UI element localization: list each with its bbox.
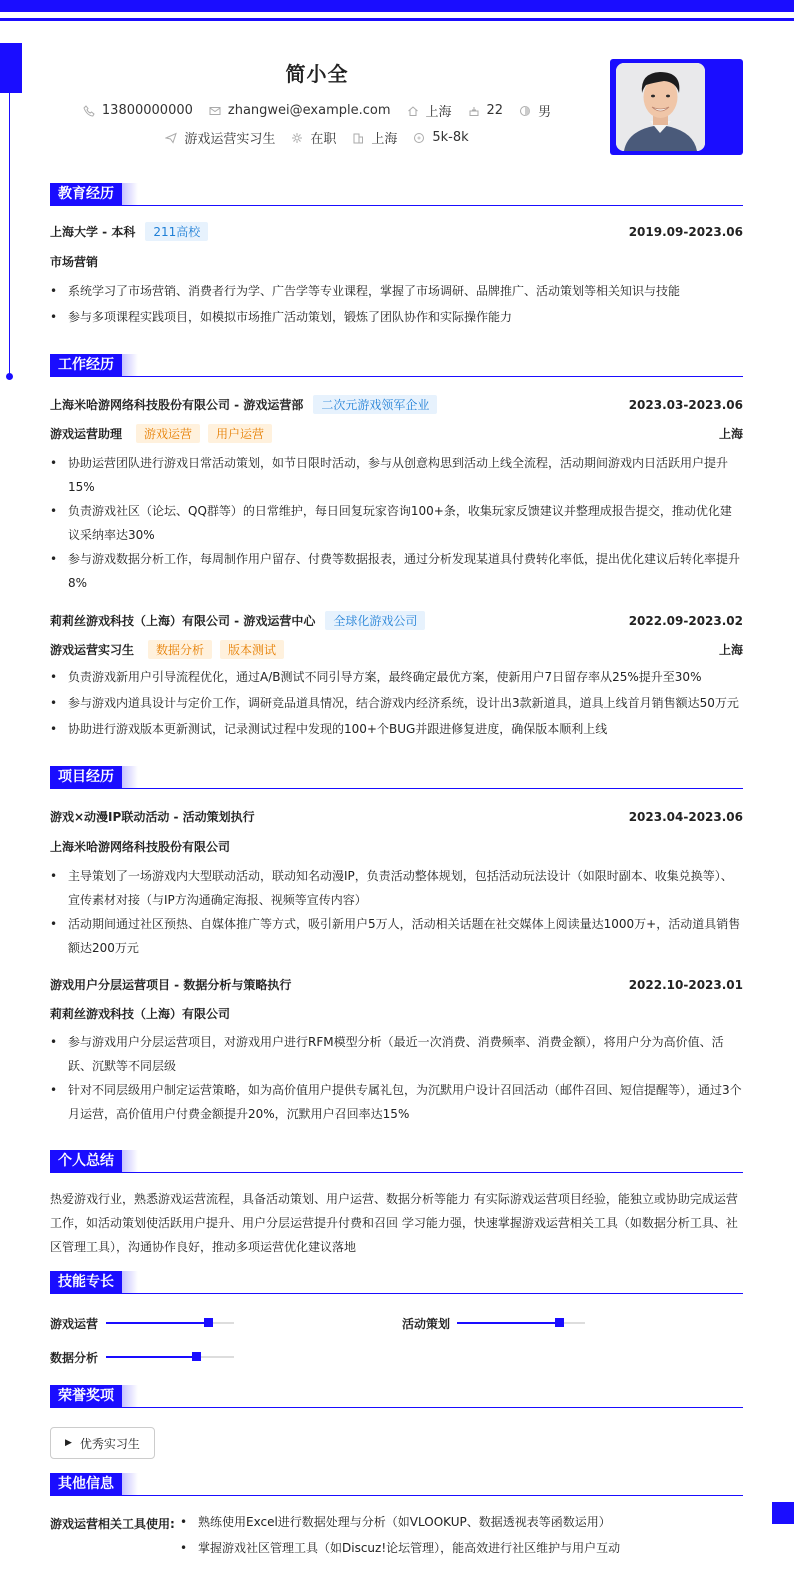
skill-bar-fill <box>457 1322 559 1324</box>
project-title: 项目经历 <box>50 766 126 788</box>
work-company-row <box>50 395 743 414</box>
salary-text: 5k-8k <box>432 130 469 145</box>
home-icon <box>407 105 419 117</box>
project-bullet: • 主导策划了一场游戏内大型联动活动，联动知名动漫IP，负责活动整体规划，包括活动玩法设计（如限时副本、收集兑换等）、宣传素材对接（与IP方沟通确定海报、视频等宣传内容） <box>50 864 743 912</box>
work-bullet: • 参与游戏数据分析工作，每周制作用户留存、付费等数据报表，通过分析发现某道具付费转化率低，提出优化建议后转化率提升8% <box>50 547 743 595</box>
section-divider <box>50 1293 743 1294</box>
award-badge[interactable] <box>50 1427 155 1459</box>
gender-icon <box>519 105 531 117</box>
contact-row <box>0 101 634 120</box>
skill-name: 活动策划 <box>402 1317 451 1331</box>
city-info <box>407 101 452 120</box>
avatar <box>616 63 705 151</box>
award-label: 优秀实习生 <box>79 1436 140 1451</box>
skill-bar-knob <box>204 1318 213 1327</box>
skill-bar <box>106 1322 234 1324</box>
send-icon <box>165 132 177 144</box>
top-accent-bar <box>0 0 794 12</box>
skill-bar-fill <box>106 1356 196 1358</box>
project-bullet: • 参与游戏用户分层运营项目，对游戏用户进行RFM模型分析（最近一次消费、消费频率、消费金额），将用户分为高价值、活跃、沉默等不同层级 <box>50 1030 743 1078</box>
education-header-row <box>50 222 743 241</box>
age-info <box>468 103 504 118</box>
gender-info <box>519 101 551 120</box>
email-text: zhangwei@example.com <box>227 103 391 118</box>
other-title: 其他信息 <box>50 1473 126 1495</box>
work-role-row <box>50 640 743 659</box>
cake-icon <box>468 105 480 117</box>
work-role-row <box>50 424 743 443</box>
project-org: 莉莉丝游戏科技（上海）有限公司 <box>50 1007 231 1021</box>
work-location: 上海 <box>718 643 743 657</box>
work-bullet: • 参与游戏内道具设计与定价工作，调研竞品道具情况，结合游戏内经济系统，设计出3款新道具，道具上线首月销售额达50万元 <box>50 691 743 715</box>
work-company: 上海米哈游网络科技股份有限公司 - 游戏运营部 <box>50 398 304 412</box>
other-bullet: • 掌握游戏社区管理工具（如Discuz!论坛管理），能高效进行社区维护与用户互动 <box>180 1536 743 1560</box>
work-bullet: • 负责游戏新用户引导流程优化，通过A/B测试不同引导方案，最终确定最优方案，使新用户7日留存率从25%提升至30% <box>50 665 743 689</box>
work-bullet: • 协助进行游戏版本更新测试，记录测试过程中发现的100+个BUG并跟进修复进度，确保版本顺利上线 <box>50 717 743 741</box>
section-divider <box>50 1172 743 1173</box>
status-text: 在职 <box>310 132 337 147</box>
job-intent-text: 游戏运营实习生 <box>184 132 276 147</box>
skill-bar <box>106 1356 234 1358</box>
honors-title: 荣誉奖项 <box>50 1385 126 1407</box>
project-bullet: • 针对不同层级用户制定运营策略，如为高价值用户提供专属礼包，为沉默用户设计召回活动（邮件召回、短信提醒等），通过3个月运营，高价值用户付费金额提升20%，沉默用户召回率达15% <box>50 1078 743 1126</box>
target-city-text: 上海 <box>371 132 398 147</box>
gear-icon <box>291 132 303 144</box>
job-intent-info <box>165 128 275 147</box>
skills-title: 技能专长 <box>50 1271 126 1293</box>
skill-bar-knob <box>555 1318 564 1327</box>
salary-info <box>413 130 468 145</box>
work-dates: 2022.09-2023.02 <box>628 613 743 628</box>
work-skill-tag: 用户运营 <box>208 424 272 443</box>
work-section-header <box>50 354 743 378</box>
section-divider <box>50 205 743 206</box>
section-header-tail <box>122 183 138 205</box>
section-header-tail <box>122 1385 138 1407</box>
phone-text: 13800000000 <box>101 103 193 118</box>
section-header-tail <box>122 1150 138 1172</box>
skill-name: 数据分析 <box>50 1351 99 1365</box>
skill-bar-knob <box>192 1352 201 1361</box>
resume-name: 简小全 <box>285 62 349 86</box>
right-accent-block <box>772 1502 794 1524</box>
education-title: 教育经历 <box>50 183 126 205</box>
section-divider <box>50 376 743 377</box>
city-text: 上海 <box>425 105 452 120</box>
work-skill-tag: 游戏运营 <box>136 424 200 443</box>
section-header-tail <box>122 766 138 788</box>
other-section-header <box>50 1473 743 1497</box>
other-bullet: • 熟练使用Excel进行数据处理与分析（如VLOOKUP、数据透视表等函数运用） <box>180 1510 743 1534</box>
section-header-tail <box>122 354 138 376</box>
mail-icon <box>209 105 221 117</box>
section-header-tail <box>122 1473 138 1495</box>
phone-icon <box>83 105 95 117</box>
education-tag: 211高校 <box>145 222 208 241</box>
section-header-tail <box>122 1271 138 1293</box>
play-icon: ▶ <box>65 1438 72 1448</box>
top-accent-line <box>0 18 794 21</box>
other-label: 游戏运营相关工具使用: <box>50 1517 175 1531</box>
project-org: 上海米哈游网络科技股份有限公司 <box>50 840 231 854</box>
intent-row <box>0 128 634 147</box>
work-company-row <box>50 611 743 630</box>
status-info <box>291 128 336 147</box>
project-header-row <box>50 808 743 825</box>
skill-name: 游戏运营 <box>50 1317 99 1331</box>
project-header-row <box>50 976 743 993</box>
work-bullet: • 协助运营团队进行游戏日常活动策划，如节日限时活动，参与从创意构思到活动上线全流程，活动期间游戏内日活跃用户提升15% <box>50 451 743 499</box>
work-skill-tag: 数据分析 <box>148 640 212 659</box>
work-role: 游戏运营实习生 <box>50 643 135 657</box>
education-bullet: • 系统学习了市场营销、消费者行为学、广告学等专业课程，掌握了市场调研、品牌推广、活动策划等相关知识与技能 <box>50 279 743 303</box>
section-divider <box>50 1407 743 1408</box>
building-icon <box>352 132 364 144</box>
education-bullet: • 参与多项课程实践项目，如模拟市场推广活动策划，锻炼了团队协作和实际操作能力 <box>50 305 743 329</box>
age-text: 22 <box>486 103 504 118</box>
skill-bar <box>457 1322 585 1324</box>
summary-title: 个人总结 <box>50 1150 126 1172</box>
section-divider <box>50 788 743 789</box>
gender-text: 男 <box>538 105 552 120</box>
education-major: 市场营销 <box>50 255 99 269</box>
work-company-tag: 全球化游戏公司 <box>325 611 425 630</box>
work-skill-tag: 版本测试 <box>220 640 284 659</box>
work-company-tag: 二次元游戏领军企业 <box>313 395 437 414</box>
work-dates: 2023.03-2023.06 <box>628 397 743 412</box>
honors-section-header <box>50 1385 743 1409</box>
project-name: 游戏×动漫IP联动活动 - 活动策划执行 <box>50 810 255 824</box>
education-dates: 2019.09-2023.06 <box>628 224 743 239</box>
work-title: 工作经历 <box>50 354 126 376</box>
project-dates: 2023.04-2023.06 <box>628 809 743 824</box>
education-section-header <box>50 183 743 207</box>
target-city-info <box>352 128 397 147</box>
photo-frame <box>610 59 743 155</box>
money-icon <box>413 132 425 144</box>
summary-section-header <box>50 1150 743 1174</box>
education-school: 上海大学 - 本科 <box>50 225 136 239</box>
work-location: 上海 <box>718 427 743 441</box>
work-company: 莉莉丝游戏科技（上海）有限公司 - 游戏运营中心 <box>50 614 316 628</box>
project-section-header <box>50 766 743 790</box>
project-bullet: • 活动期间通过社区预热、自媒体推广等方式，吸引新用户5万人，活动相关话题在社交媒体上阅读量达1000万+，活动道具销售额达200万元 <box>50 912 743 960</box>
left-accent-dot <box>6 373 13 380</box>
skills-section-header <box>50 1271 743 1295</box>
phone-info <box>83 103 193 118</box>
work-role: 游戏运营助理 <box>50 427 123 441</box>
summary-text: 热爱游戏行业，熟悉游戏运营流程，具备活动策划、用户运营、数据分析等能力 有实际游戏运营项目经验，能独立或协助完成运营工作，如活动策划使活跃用户提升、用户分层运营提升付费和召回 学习能力强，快速掌握游戏运营相关工具（如数据分析工具、社区管理工具），沟通协作良好，推动多项运营优化建议落地 <box>50 1192 738 1254</box>
skill-bar-fill <box>106 1322 208 1324</box>
section-divider <box>50 1495 743 1496</box>
work-bullet: • 负责游戏社区（论坛、QQ群等）的日常维护，每日回复玩家咨询100+条，收集玩家反馈建议并整理成报告提交，推动优化建议采纳率达30% <box>50 499 743 547</box>
project-dates: 2022.10-2023.01 <box>628 977 743 992</box>
project-name: 游戏用户分层运营项目 - 数据分析与策略执行 <box>50 978 292 992</box>
email-info <box>209 103 391 118</box>
